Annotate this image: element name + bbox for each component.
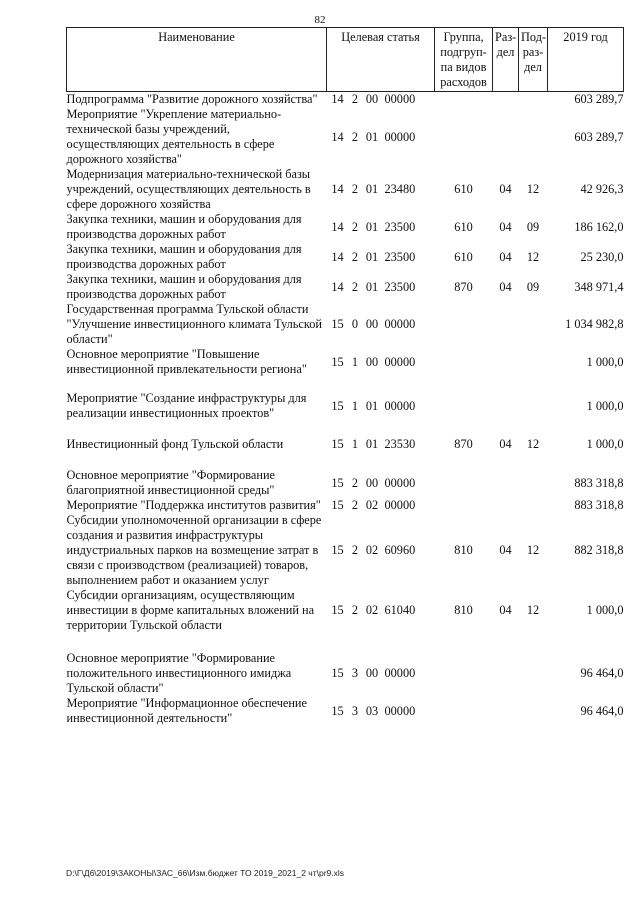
row-code-direction: 61040: [384, 603, 416, 617]
row-code-program: 14: [331, 129, 344, 144]
row-name: Мероприятие "Поддержка институтов развития": [66, 498, 321, 512]
row-code-direction: 00000: [384, 475, 416, 490]
row-subsection: [519, 347, 548, 377]
row-spacer: [67, 377, 624, 391]
row-group: [435, 391, 493, 421]
header-section: Раз-дел: [493, 28, 519, 92]
table-row: [67, 92, 624, 108]
row-section: [493, 651, 519, 696]
budget-document: [66, 27, 623, 726]
row-code-event: 00: [365, 354, 379, 369]
row-group: [435, 696, 493, 726]
row-subsection: [519, 92, 548, 108]
row-code-program: 15: [331, 498, 344, 512]
row-subsection: [519, 651, 548, 696]
row-name: Закупка техники, машин и оборудования для производства дорожных работ: [66, 272, 302, 301]
table-row: [67, 347, 624, 377]
row-amount: 96 464,0: [580, 703, 624, 718]
row-code-direction: 23500: [384, 249, 416, 264]
row-code-subprogram: 2: [351, 92, 359, 106]
table-row: [67, 498, 624, 513]
row-code-subprogram: 2: [351, 475, 359, 490]
row-amount: 1 000,0: [586, 603, 624, 617]
budget-table: [66, 27, 624, 726]
table-row: [67, 107, 624, 167]
table-row: [67, 513, 624, 588]
header-group: Группа, подгруп-па видов расходов: [435, 28, 493, 92]
row-group: [435, 92, 493, 108]
row-code-direction: 00000: [384, 398, 416, 413]
row-code-subprogram: 2: [351, 249, 359, 264]
row-section: [493, 302, 519, 347]
row-group: 610: [454, 249, 473, 264]
row-section: 04: [499, 603, 512, 617]
row-code-subprogram: 2: [351, 498, 359, 512]
row-group: 610: [454, 182, 473, 196]
row-code-direction: 23480: [384, 182, 416, 196]
row-amount: 882 318,8: [574, 543, 624, 557]
row-amount: 603 289,7: [574, 92, 624, 106]
row-amount: 348 971,4: [574, 279, 624, 294]
row-code-program: 15: [331, 398, 344, 413]
row-name: Субсидии организациям, осуществляющим инвестиции в форме капитальных вложений на территории Тульской области: [66, 588, 315, 632]
table-row: [67, 696, 624, 726]
row-code-event: 01: [365, 249, 379, 264]
row-code-event: 00: [365, 475, 379, 490]
row-code-event: 01: [365, 219, 379, 234]
row-code-direction: 23530: [384, 437, 416, 451]
row-amount: 883 318,8: [574, 498, 624, 512]
row-code-program: 15: [331, 437, 344, 451]
row-code-subprogram: 1: [351, 398, 359, 413]
row-code-event: 02: [365, 543, 379, 557]
row-name: Модернизация материально-технической базы учреждений, осуществляющих деятельность в сфере дорожного хозяйства: [66, 167, 311, 211]
row-name: Мероприятие "Информационное обеспечение инвестиционной деятельности": [66, 696, 307, 725]
row-subsection: 12: [526, 182, 540, 196]
row-code-event: 03: [365, 703, 379, 718]
row-code-event: 01: [365, 437, 379, 451]
row-name: Инвестиционный фонд Тульской области: [66, 437, 284, 451]
row-subsection: 12: [526, 543, 540, 557]
row-spacer: [67, 633, 624, 651]
row-subsection: 09: [526, 219, 540, 234]
row-code-subprogram: 3: [351, 703, 359, 718]
row-name: Закупка техники, машин и оборудования для производства дорожных работ: [66, 242, 302, 271]
row-code-subprogram: 2: [351, 603, 359, 617]
row-code-direction: 00000: [384, 666, 416, 680]
row-code-program: 15: [331, 703, 344, 718]
row-group: [435, 347, 493, 377]
table-row: [67, 437, 624, 452]
table-row: [67, 212, 624, 242]
row-subsection: 12: [526, 437, 540, 451]
table-body: [67, 92, 624, 727]
row-code-direction: 00000: [384, 498, 416, 512]
row-code-program: 14: [331, 182, 344, 196]
header-year: 2019 год: [548, 28, 624, 92]
row-amount: 42 926,3: [580, 182, 624, 196]
row-section: [493, 347, 519, 377]
row-subsection: [519, 498, 548, 513]
row-section: 04: [499, 437, 512, 451]
row-code-subprogram: 0: [351, 317, 359, 331]
row-subsection: [519, 302, 548, 347]
row-code-subprogram: 2: [351, 219, 359, 234]
row-section: [493, 498, 519, 513]
row-code-direction: 23500: [384, 279, 416, 294]
row-code-event: 00: [365, 666, 379, 680]
footer-file-path: D:\Г\Д6\2019\ЗАКОНЫ\ЗАС_66\Изм.бюджет ТО 2019_2021_2 чт\pr9.xls: [66, 868, 345, 878]
row-section: 04: [499, 182, 512, 196]
row-name: Основное мероприятие "Формирование положительного инвестиционного имиджа Тульской области": [66, 651, 292, 695]
row-group: 810: [454, 603, 473, 617]
row-section: 04: [499, 543, 512, 557]
row-amount: 25 230,0: [580, 249, 624, 264]
table-row: [67, 468, 624, 498]
row-name: Основное мероприятие "Повышение инвестиционной привлекательности региона": [66, 347, 307, 376]
row-code-subprogram: 2: [351, 182, 359, 196]
row-code-subprogram: 2: [351, 279, 359, 294]
row-code-direction: 00000: [384, 317, 416, 331]
row-section: [493, 468, 519, 498]
row-code-program: 14: [331, 279, 344, 294]
row-code-event: 00: [365, 92, 379, 106]
row-name: Подпрограмма "Развитие дорожного хозяйства": [66, 92, 318, 106]
row-code-program: 14: [331, 219, 344, 234]
row-group: [435, 302, 493, 347]
row-section: [493, 92, 519, 108]
table-row: [67, 651, 624, 696]
row-code-direction: 00000: [384, 354, 416, 369]
row-code-program: 15: [331, 475, 344, 490]
row-code-subprogram: 1: [351, 354, 359, 369]
row-code-event: 02: [365, 498, 379, 512]
row-spacer: [67, 421, 624, 437]
row-code-event: 00: [365, 317, 379, 331]
row-name: Мероприятие "Укрепление материально-технической базы учреждений, осуществляющих деятельность в сфере дорожного хозяйства": [66, 107, 282, 166]
row-subsection: 12: [526, 249, 540, 264]
row-name: Мероприятие "Создание инфраструктуры для реализации инвестиционных проектов": [66, 391, 307, 420]
row-subsection: 09: [526, 279, 540, 294]
row-name: Государственная программа Тульской области "Улучшение инвестиционного климата Тульской области": [66, 302, 322, 346]
row-code-event: 01: [365, 182, 379, 196]
row-subsection: 12: [526, 603, 540, 617]
row-code-subprogram: 2: [351, 129, 359, 144]
row-code-direction: 00000: [384, 129, 416, 144]
row-code-subprogram: 1: [351, 437, 359, 451]
row-subsection: [519, 468, 548, 498]
table-row: [67, 391, 624, 421]
row-code-direction: 60960: [384, 543, 416, 557]
row-amount: 1 000,0: [586, 398, 624, 413]
table-row: [67, 167, 624, 212]
row-amount: 186 162,0: [574, 219, 624, 234]
row-group: 810: [454, 543, 473, 557]
header-subsection: Под-раз-дел: [519, 28, 548, 92]
row-code-program: 15: [331, 354, 344, 369]
row-code-program: 15: [331, 603, 344, 617]
row-code-program: 15: [331, 317, 344, 331]
row-code-event: 01: [365, 398, 379, 413]
header-target-article: Целевая статья: [327, 28, 435, 92]
row-code-direction: 23500: [384, 219, 416, 234]
row-amount: 96 464,0: [580, 666, 624, 680]
row-code-program: 15: [331, 666, 344, 680]
table-row: [67, 588, 624, 633]
table-header: [67, 28, 624, 92]
row-section: 04: [499, 249, 512, 264]
row-code-program: 14: [331, 249, 344, 264]
row-group: 870: [454, 437, 473, 451]
row-code-direction: 00000: [384, 92, 416, 106]
row-section: [493, 107, 519, 167]
row-section: 04: [499, 219, 512, 234]
row-code-event: 01: [365, 279, 379, 294]
row-code-direction: 00000: [384, 703, 416, 718]
row-code-subprogram: 2: [351, 543, 359, 557]
row-code-program: 14: [331, 92, 344, 106]
page-number: 82: [314, 14, 326, 26]
row-subsection: [519, 391, 548, 421]
row-section: [493, 696, 519, 726]
row-amount: 603 289,7: [574, 129, 624, 144]
row-amount: 1 034 982,8: [565, 317, 624, 331]
row-name: Основное мероприятие "Формирование благоприятной инвестиционной среды": [66, 468, 276, 497]
row-name: Субсидии уполномоченной организации в сфере создания и развития инфраструктуры индустриальных парков на возмещение затрат в связи с производством (реализацией) товаров, выполнением работ и оказанием услуг: [66, 513, 322, 587]
row-code-event: 01: [365, 129, 379, 144]
table-row: [67, 242, 624, 272]
row-code-subprogram: 3: [351, 666, 359, 680]
row-group: 610: [454, 219, 473, 234]
row-group: [435, 468, 493, 498]
row-code-program: 15: [331, 543, 344, 557]
row-section: 04: [499, 279, 512, 294]
row-group: 870: [454, 279, 473, 294]
row-group: [435, 651, 493, 696]
row-subsection: [519, 107, 548, 167]
header-name: Наименование: [67, 28, 327, 92]
table-row: [67, 302, 624, 347]
row-group: [435, 107, 493, 167]
row-group: [435, 498, 493, 513]
row-name: Закупка техники, машин и оборудования для производства дорожных работ: [66, 212, 302, 241]
row-subsection: [519, 696, 548, 726]
row-amount: 1 000,0: [586, 437, 624, 451]
table-row: [67, 272, 624, 302]
row-spacer: [67, 452, 624, 468]
row-amount: 1 000,0: [586, 354, 624, 369]
row-section: [493, 391, 519, 421]
row-amount: 883 318,8: [574, 475, 624, 490]
row-code-event: 02: [365, 603, 379, 617]
